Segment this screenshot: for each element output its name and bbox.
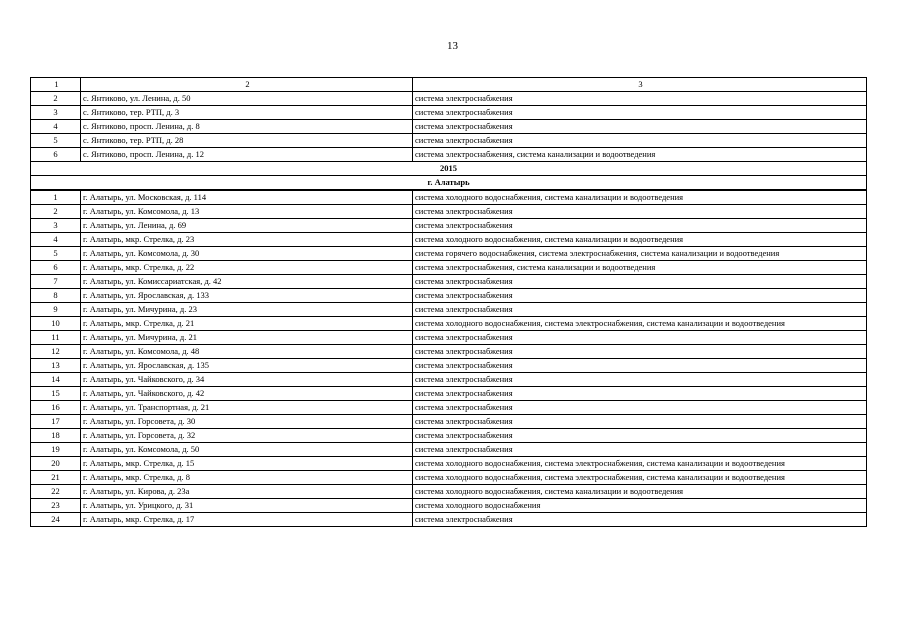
row-number-cell: 14 <box>31 373 81 387</box>
row-number-cell: 2 <box>31 205 81 219</box>
systems-cell: система холодного водоснабжения, система электроснабжения, система канализации и водоотведения <box>413 317 867 331</box>
table-row <box>31 429 867 443</box>
table-row <box>31 92 867 106</box>
row-number-cell: 23 <box>31 499 81 513</box>
row-number-cell: 8 <box>31 289 81 303</box>
address-cell: г. Алатырь, мкр. Стрелка, д. 21 <box>81 317 413 331</box>
table-row <box>31 148 867 162</box>
systems-cell: система электроснабжения <box>413 443 867 457</box>
systems-cell: система горячего водоснабжения, система электроснабжения, система канализации и водоотведения <box>413 247 867 261</box>
address-cell: с. Янтиково, ул. Ленина, д. 50 <box>81 92 413 106</box>
table-row <box>31 415 867 429</box>
address-cell: г. Алатырь, ул. Комсомола, д. 13 <box>81 205 413 219</box>
table-row <box>31 205 867 219</box>
row-number-cell: 16 <box>31 401 81 415</box>
systems-cell: система электроснабжения <box>413 289 867 303</box>
systems-cell: система электроснабжения <box>413 401 867 415</box>
buildings-table <box>30 77 867 527</box>
systems-cell: система электроснабжения <box>413 120 867 134</box>
row-number-cell: 3 <box>31 219 81 233</box>
table-row <box>31 106 867 120</box>
row-number-cell: 4 <box>31 233 81 247</box>
address-cell: г. Алатырь, мкр. Стрелка, д. 8 <box>81 471 413 485</box>
table-row <box>31 219 867 233</box>
table-row <box>31 373 867 387</box>
row-number-cell: 2 <box>31 92 81 106</box>
address-cell: г. Алатырь, ул. Комиссариатская, д. 42 <box>81 275 413 289</box>
table-row <box>31 471 867 485</box>
row-number-cell: 10 <box>31 317 81 331</box>
address-cell: г. Алатырь, ул. Горсовета, д. 32 <box>81 429 413 443</box>
row-number-cell: 5 <box>31 134 81 148</box>
page-number: 13 <box>447 40 458 52</box>
systems-cell: система электроснабжения <box>413 387 867 401</box>
systems-cell: система электроснабжения <box>413 513 867 527</box>
address-cell: с. Янтиково, тер. РТП, д. 28 <box>81 134 413 148</box>
section-year: 2015 <box>31 162 867 176</box>
table-row <box>31 303 867 317</box>
systems-cell: система холодного водоснабжения, система электроснабжения, система канализации и водоотведения <box>413 457 867 471</box>
table-row <box>31 345 867 359</box>
row-number-cell: 21 <box>31 471 81 485</box>
address-cell: г. Алатырь, ул. Мичурина, д. 21 <box>81 331 413 345</box>
address-cell: г. Алатырь, ул. Кирова, д. 23а <box>81 485 413 499</box>
systems-cell: система электроснабжения <box>413 331 867 345</box>
row-number-cell: 9 <box>31 303 81 317</box>
table-row <box>31 485 867 499</box>
systems-cell: система электроснабжения <box>413 303 867 317</box>
systems-cell: система электроснабжения <box>413 359 867 373</box>
systems-cell: система электроснабжения <box>413 373 867 387</box>
address-cell: г. Алатырь, ул. Урицкого, д. 31 <box>81 499 413 513</box>
address-cell: с. Янтиково, тер. РТП, д. 3 <box>81 106 413 120</box>
table-body <box>31 78 867 527</box>
address-cell: г. Алатырь, ул. Комсомола, д. 48 <box>81 345 413 359</box>
row-number-cell: 18 <box>31 429 81 443</box>
header-cell-2: 2 <box>81 78 413 92</box>
table-row <box>31 247 867 261</box>
address-cell: г. Алатырь, ул. Транспортная, д. 21 <box>81 401 413 415</box>
row-number-cell: 20 <box>31 457 81 471</box>
systems-cell: система электроснабжения <box>413 345 867 359</box>
systems-cell: система электроснабжения <box>413 106 867 120</box>
row-number-cell: 5 <box>31 247 81 261</box>
row-number-cell: 12 <box>31 345 81 359</box>
address-cell: г. Алатырь, мкр. Стрелка, д. 22 <box>81 261 413 275</box>
systems-cell: система электроснабжения, система канализации и водоотведения <box>413 148 867 162</box>
column-number-row <box>31 78 867 92</box>
section-year-row <box>31 162 867 176</box>
address-cell: г. Алатырь, ул. Ярославская, д. 133 <box>81 289 413 303</box>
row-number-cell: 7 <box>31 275 81 289</box>
header-cell-1: 1 <box>31 78 81 92</box>
address-cell: г. Алатырь, ул. Московская, д. 114 <box>81 190 413 205</box>
row-number-cell: 11 <box>31 331 81 345</box>
address-cell: г. Алатырь, мкр. Стрелка, д. 23 <box>81 233 413 247</box>
systems-cell: система холодного водоснабжения <box>413 499 867 513</box>
address-cell: с. Янтиково, просп. Ленина, д. 8 <box>81 120 413 134</box>
systems-cell: система холодного водоснабжения, система электроснабжения, система канализации и водоотведения <box>413 471 867 485</box>
address-cell: г. Алатырь, ул. Ярославская, д. 135 <box>81 359 413 373</box>
row-number-cell: 4 <box>31 120 81 134</box>
systems-cell: система электроснабжения <box>413 429 867 443</box>
table-row <box>31 317 867 331</box>
table-row <box>31 359 867 373</box>
systems-cell: система электроснабжения <box>413 219 867 233</box>
systems-cell: система электроснабжения, система канализации и водоотведения <box>413 261 867 275</box>
table-row <box>31 134 867 148</box>
table-row <box>31 120 867 134</box>
systems-cell: система холодного водоснабжения, система канализации и водоотведения <box>413 233 867 247</box>
address-cell: г. Алатырь, ул. Чайковского, д. 34 <box>81 373 413 387</box>
table-row <box>31 233 867 247</box>
row-number-cell: 17 <box>31 415 81 429</box>
table-row <box>31 261 867 275</box>
table-row <box>31 275 867 289</box>
row-number-cell: 15 <box>31 387 81 401</box>
row-number-cell: 6 <box>31 148 81 162</box>
row-number-cell: 1 <box>31 190 81 205</box>
row-number-cell: 24 <box>31 513 81 527</box>
address-cell: г. Алатырь, мкр. Стрелка, д. 15 <box>81 457 413 471</box>
address-cell: г. Алатырь, ул. Мичурина, д. 23 <box>81 303 413 317</box>
row-number-cell: 19 <box>31 443 81 457</box>
table-row <box>31 289 867 303</box>
table-row <box>31 443 867 457</box>
systems-cell: система электроснабжения <box>413 134 867 148</box>
address-cell: г. Алатырь, ул. Комсомола, д. 50 <box>81 443 413 457</box>
table-row <box>31 499 867 513</box>
address-cell: г. Алатырь, ул. Комсомола, д. 30 <box>81 247 413 261</box>
address-cell: г. Алатырь, ул. Ленина, д. 69 <box>81 219 413 233</box>
systems-cell: система холодного водоснабжения, система канализации и водоотведения <box>413 190 867 205</box>
systems-cell: система холодного водоснабжения, система канализации и водоотведения <box>413 485 867 499</box>
table-row <box>31 513 867 527</box>
row-number-cell: 3 <box>31 106 81 120</box>
row-number-cell: 13 <box>31 359 81 373</box>
section-city: г. Алатырь <box>31 176 867 191</box>
table-row <box>31 331 867 345</box>
systems-cell: система электроснабжения <box>413 275 867 289</box>
table-row <box>31 190 867 205</box>
systems-cell: система электроснабжения <box>413 415 867 429</box>
address-cell: с. Янтиково, просп. Ленина, д. 12 <box>81 148 413 162</box>
header-cell-3: 3 <box>413 78 867 92</box>
section-city-row <box>31 176 867 191</box>
table-row <box>31 387 867 401</box>
table-row <box>31 457 867 471</box>
address-cell: г. Алатырь, ул. Чайковского, д. 42 <box>81 387 413 401</box>
table-row <box>31 401 867 415</box>
address-cell: г. Алатырь, мкр. Стрелка, д. 17 <box>81 513 413 527</box>
row-number-cell: 6 <box>31 261 81 275</box>
systems-cell: система электроснабжения <box>413 92 867 106</box>
address-cell: г. Алатырь, ул. Горсовета, д. 30 <box>81 415 413 429</box>
row-number-cell: 22 <box>31 485 81 499</box>
systems-cell: система электроснабжения <box>413 205 867 219</box>
